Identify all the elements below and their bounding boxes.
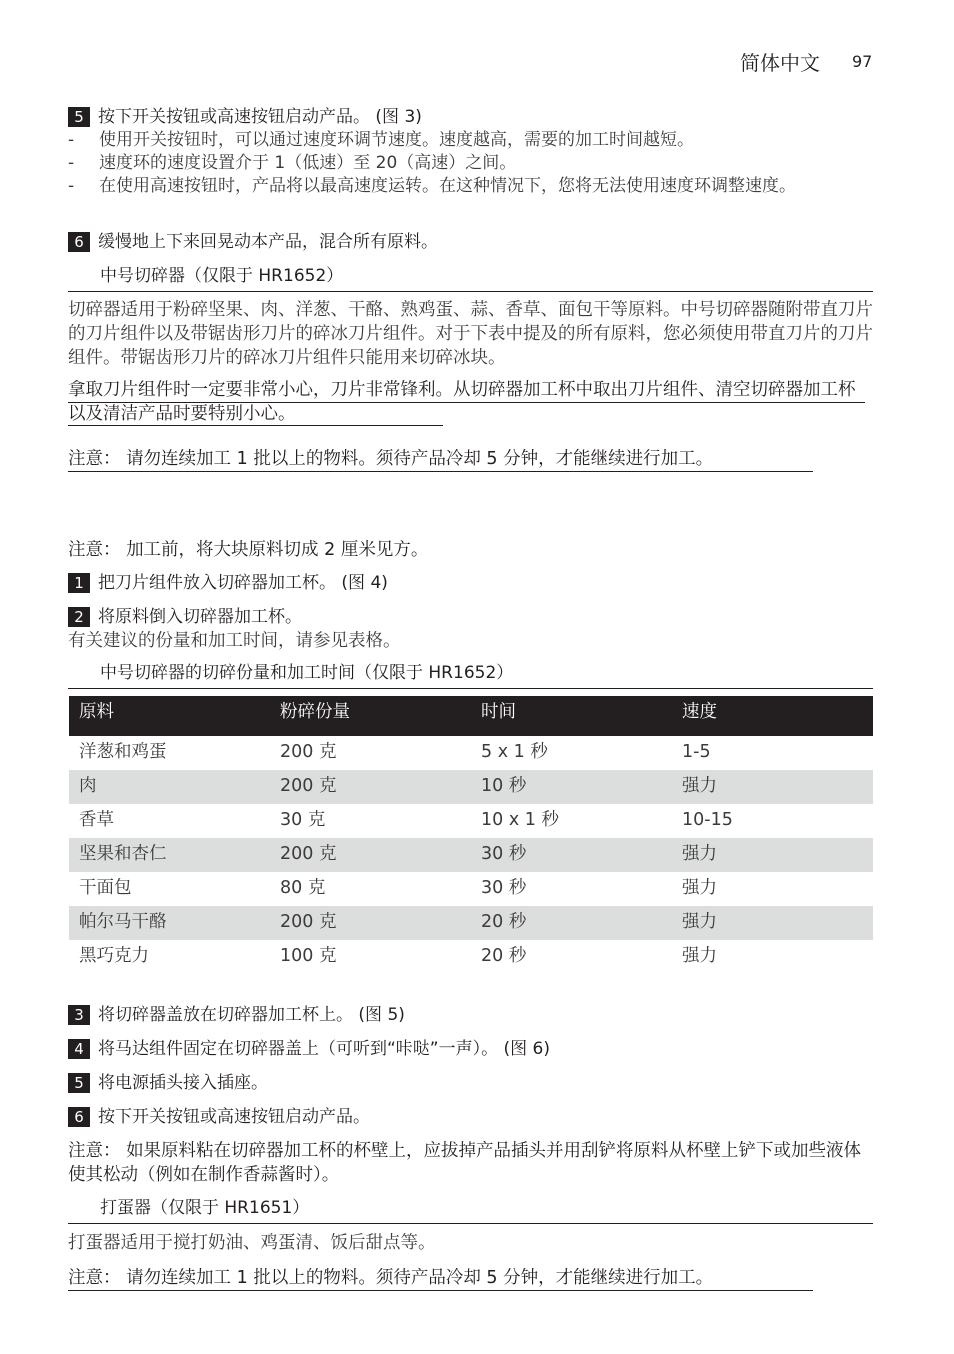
chopper-step-4 bbox=[68, 1038, 550, 1060]
step-text: 将原料倒入切碎器加工杯。 bbox=[98, 607, 302, 627]
table-cell: 强力 bbox=[682, 946, 717, 966]
bullet-text: 在使用高速按钮时，产品将以最高速度运转。在这种情况下，您将无法使用速度环调整速度。 bbox=[99, 176, 796, 196]
step-number-badge: 6 bbox=[68, 1107, 90, 1127]
bullet-dash: - bbox=[68, 130, 75, 150]
table-cell: 200 克 bbox=[280, 912, 337, 932]
chopper-description: 切碎器适用于粉碎坚果、肉、洋葱、干酪、熟鸡蛋、蒜、香草、面包干等原料。中号切碎器随附带直刀片的刀片组件以及带锯齿形刀片的碎冰刀片组件。对于下表中提及的所有原料，您必须使用带直刀片的刀片组件。带锯齿形刀片的碎冰刀片组件只能用来切碎冰块。 bbox=[68, 300, 873, 368]
table-title: 中号切碎器的切碎份量和加工时间（仅限于 HR1652） bbox=[100, 663, 514, 683]
chopper-step-1 bbox=[68, 572, 388, 594]
step-text: 将切碎器盖放在切碎器加工杯上。 (图 5) bbox=[98, 1005, 405, 1025]
bullet-text: 使用开关按钮时，可以通过速度环调节速度。速度越高，需要的加工时间越短。 bbox=[99, 130, 694, 150]
chopper-caution: 注意： 请勿连续加工 1 批以上的物料。须待产品冷却 5 分钟，才能继续进行加工。 bbox=[68, 449, 714, 469]
quantity-table bbox=[69, 696, 873, 974]
caution-underline bbox=[68, 471, 813, 472]
top-step-5 bbox=[68, 106, 422, 128]
table-cell: 200 克 bbox=[280, 742, 337, 762]
section-title-chopper: 中号切碎器（仅限于 HR1652） bbox=[100, 266, 344, 286]
step-text: 缓慢地上下来回晃动本产品，混合所有原料。 bbox=[98, 232, 438, 252]
step-2-detail: 有关建议的份量和加工时间，请参见表格。 bbox=[68, 631, 401, 651]
note-cut-size: 注意： 加工前，将大块原料切成 2 厘米见方。 bbox=[68, 540, 429, 560]
table-header-cell: 原料 bbox=[79, 702, 114, 722]
step-text: 按下开关按钮或高速按钮启动产品。 bbox=[98, 1107, 370, 1127]
table-header-row bbox=[69, 696, 873, 736]
table-cell: 200 克 bbox=[280, 844, 337, 864]
table-cell: 200 克 bbox=[280, 776, 337, 796]
bullet-dash: - bbox=[68, 176, 75, 196]
warning-underline bbox=[68, 402, 865, 403]
header-language: 简体中文 bbox=[740, 51, 820, 75]
chopper-step-2 bbox=[68, 606, 302, 628]
step-text: 将电源插头接入插座。 bbox=[98, 1073, 268, 1093]
chopper-step-3 bbox=[68, 1004, 405, 1026]
table-header-cell: 时间 bbox=[481, 702, 516, 722]
step-number-badge: 4 bbox=[68, 1039, 90, 1059]
table-cell: 帕尔马干酪 bbox=[79, 912, 167, 932]
table-cell: 强力 bbox=[682, 878, 717, 898]
table-cell: 20 秒 bbox=[481, 946, 527, 966]
table-cell: 30 秒 bbox=[481, 844, 527, 864]
table-cell: 1-5 bbox=[682, 742, 711, 762]
step-text: 按下开关按钮或高速按钮启动产品。 (图 3) bbox=[98, 107, 422, 127]
table-cell: 30 克 bbox=[280, 810, 326, 830]
table-cell: 100 克 bbox=[280, 946, 337, 966]
chopper-step-6 bbox=[68, 1106, 370, 1128]
chopper-warning: 拿取刀片组件时一定要非常小心，刀片非常锋利。从切碎器加工杯中取出刀片组件、清空切碎器加工杯以及清洁产品时要特别小心。 bbox=[68, 380, 856, 424]
section-title-whisk: 打蛋器（仅限于 HR1651） bbox=[100, 1198, 310, 1218]
table-header-cell: 粉碎份量 bbox=[280, 702, 350, 722]
step-number-badge: 2 bbox=[68, 607, 90, 627]
step-text: 将马达组件固定在切碎器盖上（可听到“咔哒”一声）。 (图 6) bbox=[98, 1039, 551, 1059]
table-cell: 洋葱和鸡蛋 bbox=[79, 742, 167, 762]
table-row bbox=[69, 736, 873, 770]
chopper-step-5 bbox=[68, 1072, 268, 1094]
table-cell: 坚果和杏仁 bbox=[79, 844, 167, 864]
bullet-text: 速度环的速度设置介于 1（低速）至 20（高速）之间。 bbox=[99, 153, 517, 173]
table-row bbox=[69, 804, 873, 838]
table-row bbox=[69, 906, 873, 940]
table-cell: 香草 bbox=[79, 810, 114, 830]
step-text: 把刀片组件放入切碎器加工杯。 (图 4) bbox=[98, 573, 388, 593]
table-row bbox=[69, 872, 873, 906]
note-sticky-ingredients: 注意： 如果原料粘在切碎器加工杯的杯壁上，应拔掉产品插头并用刮铲将原料从杯壁上铲下或加些液体使其松动（例如在制作香蒜酱时）。 bbox=[68, 1141, 862, 1185]
table-cell: 黑巧克力 bbox=[79, 946, 149, 966]
table-cell: 强力 bbox=[682, 844, 717, 864]
step-number-badge: 6 bbox=[68, 232, 90, 252]
table-cell: 30 秒 bbox=[481, 878, 527, 898]
bullet-dash: - bbox=[68, 153, 75, 173]
page-number: 97 bbox=[852, 52, 873, 71]
table-divider bbox=[68, 688, 873, 689]
table-cell: 20 秒 bbox=[481, 912, 527, 932]
table-cell: 80 克 bbox=[280, 878, 326, 898]
step-number-badge: 1 bbox=[68, 573, 90, 593]
table-cell: 10-15 bbox=[682, 810, 733, 830]
whisk-description: 打蛋器适用于搅打奶油、鸡蛋清、饭后甜点等。 bbox=[68, 1233, 436, 1253]
step-number-badge: 3 bbox=[68, 1005, 90, 1025]
step-number-badge: 5 bbox=[68, 1073, 90, 1093]
table-cell: 10 秒 bbox=[481, 776, 527, 796]
table-header-cell: 速度 bbox=[682, 702, 717, 722]
table-cell: 强力 bbox=[682, 912, 717, 932]
top-step-6 bbox=[68, 231, 438, 253]
table-cell: 强力 bbox=[682, 776, 717, 796]
table-cell: 10 x 1 秒 bbox=[481, 810, 559, 830]
section-divider bbox=[68, 291, 873, 292]
caution-underline bbox=[68, 1290, 813, 1291]
whisk-caution: 注意： 请勿连续加工 1 批以上的物料。须待产品冷却 5 分钟，才能继续进行加工。 bbox=[68, 1268, 714, 1288]
table-cell: 肉 bbox=[79, 776, 97, 796]
warning-underline bbox=[68, 425, 443, 426]
table-row bbox=[69, 940, 873, 974]
table-row bbox=[69, 838, 873, 872]
table-cell: 5 x 1 秒 bbox=[481, 742, 548, 762]
step-number-badge: 5 bbox=[68, 107, 90, 127]
section-divider bbox=[68, 1223, 873, 1224]
table-cell: 干面包 bbox=[79, 878, 132, 898]
table-row bbox=[69, 770, 873, 804]
